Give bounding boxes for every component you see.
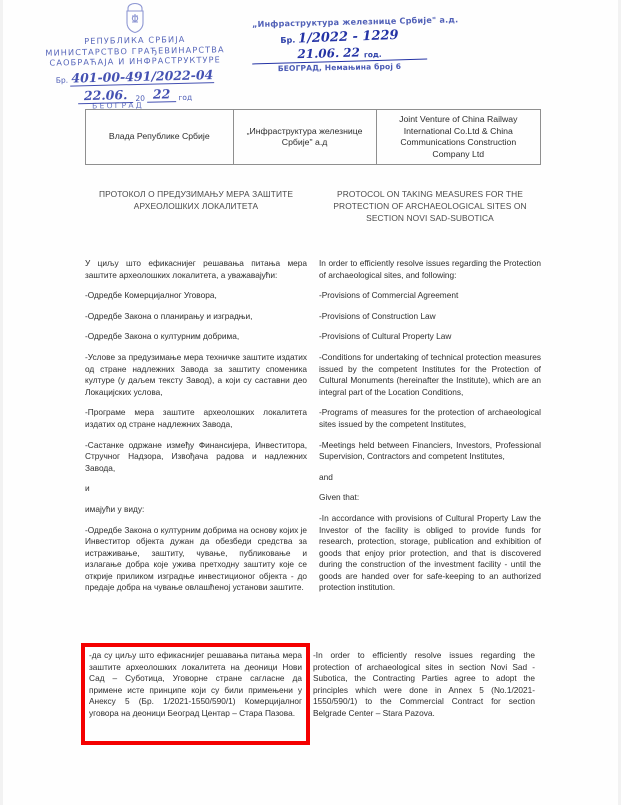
paragraph: and <box>319 471 333 482</box>
highlighted-paragraph-english: -In order to efficiently resolve issues regarding the protection of archaeological sites in section Novi Sad - Subotica, the Contracting Parties agree to adopt the principles which were done in Annex 5 (No.1/2021-1550/590/1) to the Commercial Contract for section Belgrade Center – Stara Pazova. <box>313 650 535 718</box>
paragraph: -Meetings held between Financiers, Investors, Professional Supervision, Contractors and competent Institutes, <box>319 439 541 462</box>
railway-year-value: 22 <box>342 45 361 60</box>
railway-stamp <box>251 14 459 74</box>
parties-table <box>85 109 541 165</box>
paragraph: -In accordance with provisions of Cultural Property Law the Investor of the facility is obliged to provide funds for research, protection, storage, publication and exhibition of goods that enjoy prior protection, and that is discovered during the construction of the investment facility - until the goods are handed over for safe-keeping to an authorized protection institution. <box>319 512 541 593</box>
paragraph: -Provisions of Cultural Property Law <box>319 331 452 342</box>
page-title-serbian: ПРОТОКОЛ О ПРЕДУЗИМАЊУ МЕРА ЗАШТИТЕ АРХЕОЛОШКИХ ЛОКАЛИТЕТА <box>98 189 294 211</box>
page-title-english: PROTOCOL ON TAKING MEASURES FOR THE PROTECTION OF ARCHAEOLOGICAL SITES ON SECTION NOVI SAD-SUBOTICA <box>333 189 527 223</box>
paragraph: -Састанке одржане између Финансијера, Инвеститора, Стручног Надзора, Извођача радова и надлежних Завода, <box>85 439 307 473</box>
paragraph: -Одредбе Закона о културним добрима на основу којих је Инвеститор објекта дужан да обезбеди средства за истраживање, заштиту, чување, публиковање и излагање добра које ужива претходну заштиту које се открије приликом изградње инвестиционог објекта - до предаје добра на чување овлашћеној установи заштите. <box>85 524 307 593</box>
scan-edge-left <box>0 0 3 805</box>
ministry-year-value: 22 <box>147 86 177 103</box>
paragraph: -Услове за предузимање мера техничке заштите издатих од стране надлежних Завода за заштиту споменика културе (у даљем тексту Завод), а који су саставни део Локацијских услова, <box>85 351 307 397</box>
railway-address: БЕОГРАД, Немањина број 6 <box>277 61 402 74</box>
ministry-number-value: 401-00-491/2022-04 <box>71 66 214 86</box>
body-column-serbian <box>85 258 307 603</box>
serbia-coat-of-arms-icon <box>122 2 148 34</box>
paragraph: У циљу што ефикаснијег решавања питања мера заштите археолошких локалитета, а уважавајући: <box>85 258 307 280</box>
paragraph: -Provisions of Construction Law <box>319 310 436 321</box>
highlighted-paragraph-serbian: -да су циљу што ефикаснијег решавања питања мера заштите археолошких локалитета на деоници Нови Сад – Суботица, Уговорне стране сагласне да примене исте принципе који су били примењени у Анексу 5 (Бр. 1/2021-1550/590/1) Комерцијалног уговора на деоници Београд Центар – Стара Пазова. <box>89 650 302 718</box>
railway-year-suffix: год. <box>363 49 382 60</box>
railway-date-value: 21.06. <box>297 46 340 62</box>
ministry-name: РЕПУБЛИКА СРБИЈА МИНИСТАРСТВО ГРАЂЕВИНАРСТВА САОБРАЋАЈА И ИНФРАСТРУКТУРЕ <box>45 34 225 68</box>
railway-name: „Инфраструктура железнице Србије" а.д. <box>251 14 459 29</box>
table-row <box>86 110 541 165</box>
paragraph: -Conditions for undertaking of technical protection measures issued by the competent Institutes for the Protection of Cultural Monuments (hereinafter the Institute), which are an integral part of the Location Conditions, <box>319 351 541 397</box>
ministry-number-row <box>30 66 240 86</box>
party-joint-venture: Joint Venture of China Railway International Co.Ltd & China Communications Construction Company Ltd <box>376 110 540 165</box>
document-titles <box>85 188 541 224</box>
party-railway: „Инфраструктура железнице Србије" а.д <box>233 110 376 165</box>
paragraph: -Одредбе Закона о планирању и изградњи, <box>85 310 253 321</box>
paragraph: In order to efficiently resolve issues regarding the Protection of archaeological sites, and following: <box>319 258 541 280</box>
railway-number-value: 1/2022 - 1229 <box>297 27 399 47</box>
ministry-number-label: Бр. <box>55 75 69 85</box>
paragraph: -Одредбе Комерцијалног Уговора, <box>85 290 217 301</box>
railway-number-label: Бр. <box>280 35 296 46</box>
red-annotation-bar <box>306 643 310 745</box>
body-column-english <box>319 258 541 603</box>
paragraph: и <box>85 483 90 494</box>
paragraph: -Programs of measures for the protection of archaeological sites issued by the competent Institutes, <box>319 407 541 429</box>
ministry-year-suffix: год <box>178 92 193 102</box>
paragraph: имајући у виду: <box>85 503 145 514</box>
ministry-city: БЕОГРАД <box>92 100 144 110</box>
paragraph: Given that: <box>319 492 360 503</box>
party-government: Влада Републике Србије <box>86 110 234 165</box>
paragraph: -Одредбе Закона о културним добрима, <box>85 331 240 342</box>
ministry-date-value: 22.06. <box>78 87 134 104</box>
document-body <box>85 258 541 603</box>
paragraph: -Provisions of Commercial Agreement <box>319 290 459 301</box>
paragraph: -Програме мера заштите археолошких локалитета издатих од стране надлежних Завода, <box>85 407 307 429</box>
ministry-year-prefix: 20 <box>135 93 146 103</box>
ministry-stamp <box>30 2 240 110</box>
